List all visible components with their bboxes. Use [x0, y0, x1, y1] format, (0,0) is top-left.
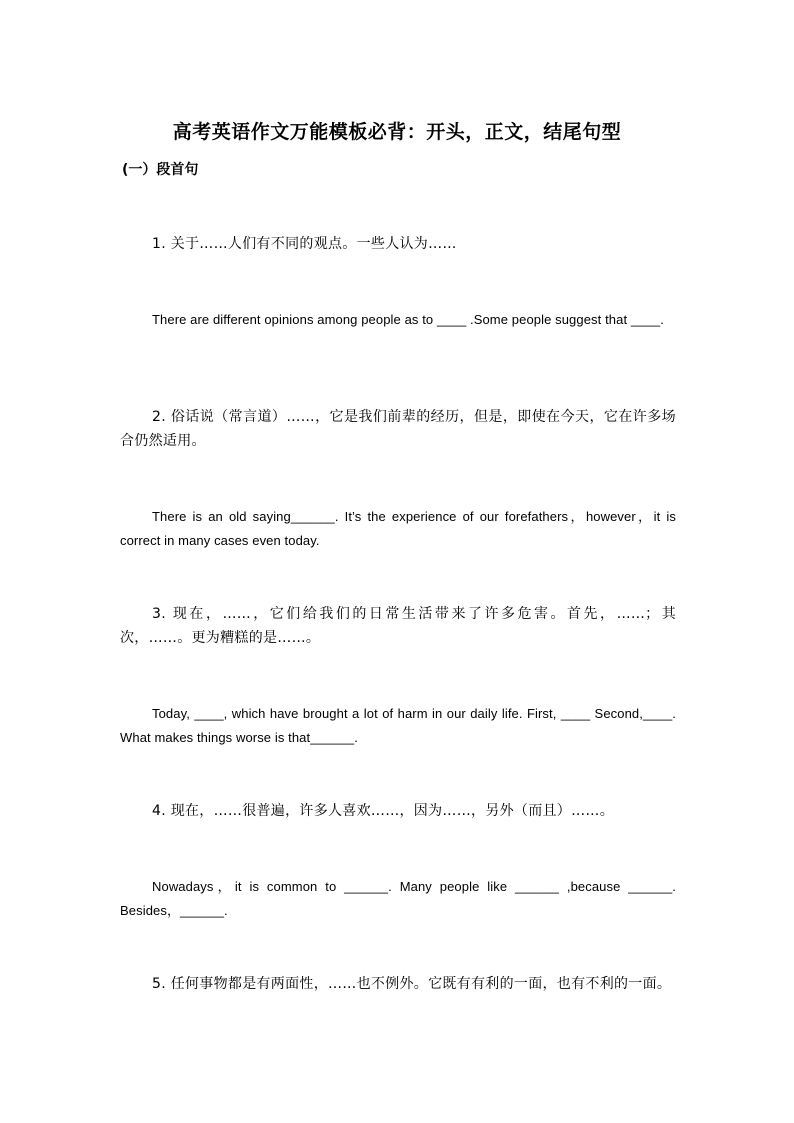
item-4-chinese: 4. 现在，……很普遍，许多人喜欢……，因为……，另外（而且）……。 — [152, 803, 615, 819]
item-1-chinese: 1. 关于……人们有不同的观点。一些人认为…… — [152, 236, 457, 252]
item-3-chinese: 3. 现在，……，它们给我们的日常生活带来了许多危害。首先，……；其次，……。更为糟糕的是……。 — [120, 606, 676, 646]
section-heading: (一）段首句 — [122, 162, 199, 178]
item-2-english: There is an old saying______. It’s the experience of our forefathers，however，it is correct in many cases even today. — [120, 509, 676, 548]
item-2-chinese: 2. 俗话说（常言道）……，它是我们前辈的经历，但是，即使在今天，它在许多场合仍然适用。 — [120, 409, 676, 449]
item-1-english: There are different opinions among people as to ____ .Some people suggest that ____. — [152, 312, 664, 327]
item-3-english: Today, ____, which have brought a lot of harm in our daily life. First, ____ Second,____. What makes things worse is that______. — [120, 706, 676, 745]
item-5-chinese: 5. 任何事物都是有两面性，……也不例外。它既有有利的一面，也有不利的一面。 — [152, 976, 672, 992]
item-4-english: Nowadays，it is common to ______. Many people like ______ ,because ______. Besides，______. — [120, 879, 676, 918]
document-title: 高考英语作文万能模板必背：开头，正文，结尾句型 — [172, 121, 622, 143]
